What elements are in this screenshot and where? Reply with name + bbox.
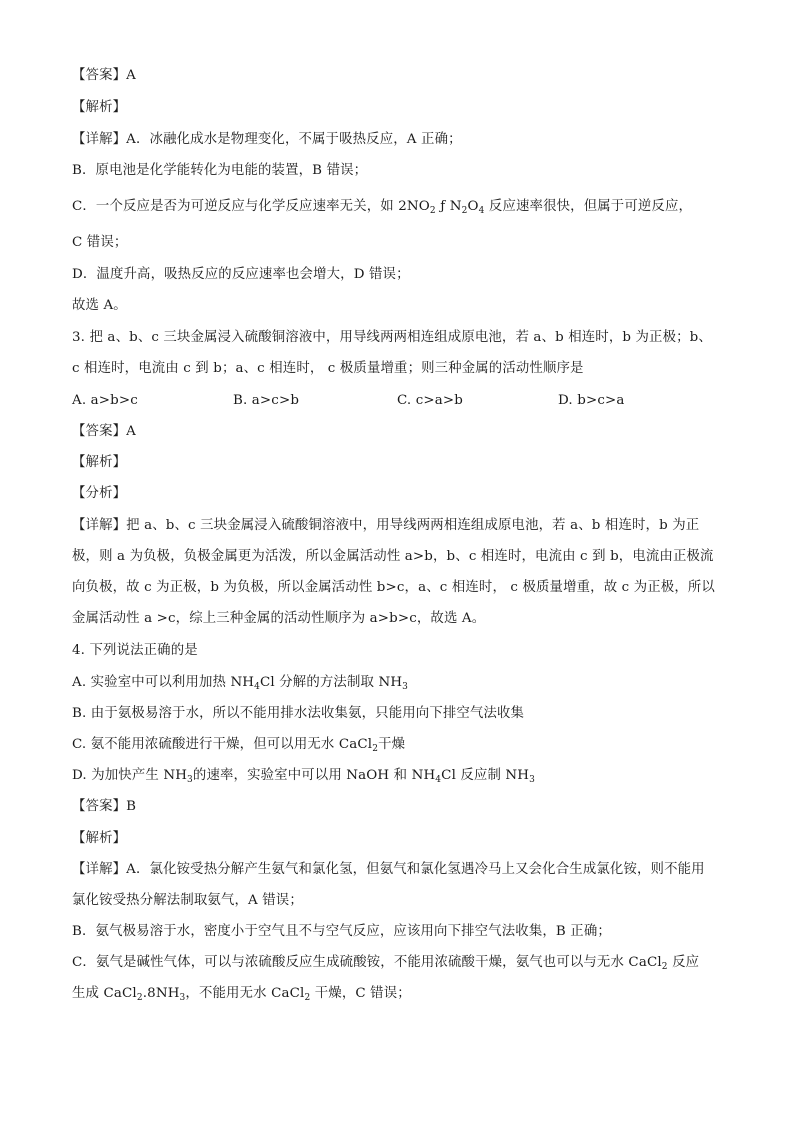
q4-detail-line-1 [72, 860, 705, 880]
q3-option-d: D. b>c>a [558, 393, 625, 408]
answer-value: A [126, 424, 136, 439]
detail-text: A．冰融化成水是物理变化，不属于吸热反应，A 正确； [126, 132, 462, 147]
detail-tag: 【详解】 [72, 132, 127, 147]
q4-option-d [72, 766, 535, 786]
text: 干燥 [378, 737, 406, 752]
answer-tag: 【答案】 [72, 799, 127, 814]
text: ƒ N [435, 199, 462, 214]
text: A. 实验室中可以利用加热 NH [72, 675, 255, 690]
q3-detail-line-1 [72, 516, 699, 536]
detail-text: A．氯化铵受热分解产生氨气和氯化氢，但氨气和氯化氢遇冷马上又会化合生成氯化铵，则不能用 [126, 862, 705, 877]
text: 生成 CaCl [72, 986, 137, 1001]
q3-option-c: C. c>a>b [397, 393, 463, 408]
text: C．一个反应是否为可逆反应与化学反应速率无关，如 2NO [72, 199, 430, 214]
q2-detail-line-1 [72, 130, 462, 150]
q4-stem: 4. 下列说法正确的是 [72, 643, 198, 658]
subscript: 3 [402, 682, 409, 692]
answer-tag: 【答案】 [72, 68, 127, 83]
q4-option-a [72, 673, 408, 693]
q3-detail-line-4: 金属活动性 a >c，综上三种金属的活动性顺序为 a>b>c，故选 A。 [72, 611, 486, 626]
q4-detail-line-3: B．氨气极易溶于水，密度小于空气且不与空气反应，应该用向下排空气法收集，B 正确； [72, 924, 611, 939]
text: 反应 [667, 955, 700, 970]
text: 干燥，C 错误； [310, 986, 411, 1001]
q3-detail-line-2: 极，则 a 为负极，负极金属更为活泼，所以金属活动性 a>b，b、c 相连时，电流由 c 到 b，电流由正极流 [72, 549, 714, 564]
subscript: 2 [372, 744, 379, 754]
text: C. 氨不能用浓硫酸进行干燥，但可以用无水 CaCl [72, 737, 373, 752]
text: Cl 分解的方法制取 NH [260, 675, 403, 690]
detail-text: 把 a、b、c 三块金属浸入硫酸铜溶液中，用导线两两相连组成原电池，若 a、b 相连时，b 为正 [126, 518, 700, 533]
subscript: 2 [461, 206, 468, 216]
answer-tag: 【答案】 [72, 424, 127, 439]
subscript: 4 [478, 206, 485, 216]
q4-option-c [72, 735, 405, 755]
answer-value: B [126, 799, 137, 814]
q4-analysis-tag: 【解析】 [72, 831, 127, 846]
q4-answer [72, 797, 136, 817]
q4-detail-line-2: 氯化铵受热分解法制取氨气，A 错误； [72, 893, 303, 908]
text: 的速率，实验室中可以用 NaOH 和 NH [192, 768, 436, 783]
subscript: 4 [254, 682, 261, 692]
q2-detail-line-5: D．温度升高，吸热反应的反应速率也会增大，D 错误； [72, 267, 410, 282]
text: 反应速率很快，但属于可逆反应， [484, 199, 693, 214]
q4-detail-line-4 [72, 953, 699, 973]
subscript: 3 [529, 775, 536, 785]
detail-tag: 【详解】 [72, 518, 127, 533]
q3-option-b: B. a>c>b [233, 393, 300, 408]
subscript: 2 [429, 206, 436, 216]
q2-answer [72, 66, 136, 86]
text: Cl 反应制 NH [441, 768, 530, 783]
q3-stem-1: 3. 把 a、b、c 三块金属浸入硫酸铜溶液中，用导线两两相连组成原电池，若 a、b 相连时，b 为正极；b、 [72, 330, 712, 345]
q3-detail-line-3: 向负极，故 c 为正极，b 为负极，所以金属活动性 b>c，a、c 相连时， c 极质量增重，故 c 为正极，所以 [72, 580, 715, 595]
subscript: 4 [435, 775, 442, 785]
q2-detail-line-6: 故选 A。 [72, 298, 127, 313]
q3-analysis-tag: 【解析】 [72, 455, 127, 470]
answer-value: A [126, 68, 136, 83]
text: O [467, 199, 479, 214]
q3-options [72, 391, 722, 411]
text: .8NH [142, 986, 180, 1001]
subscript: 2 [136, 993, 143, 1003]
text: C．氨气是碱性气体，可以与浓硫酸反应生成硫酸铵，不能用浓硫酸干燥，氨气也可以与无水 CaCl [72, 955, 662, 970]
subscript: 3 [179, 993, 186, 1003]
q3-fenxi-tag: 【分析】 [72, 486, 127, 501]
detail-tag: 【详解】 [72, 862, 127, 877]
q3-option-a: A. a>b>c [72, 393, 138, 408]
subscript: 3 [187, 775, 193, 785]
q2-detail-line-4: C 错误； [72, 235, 128, 250]
q4-option-b: B. 由于氨极易溶于水，所以不能用排水法收集氨，只能用向下排空气法收集 [72, 706, 525, 721]
q4-detail-line-5 [72, 984, 411, 1004]
text: ，不能用无水 CaCl [185, 986, 305, 1001]
q2-detail-line-3 [72, 197, 692, 217]
q2-detail-line-2: B．原电池是化学能转化为电能的装置，B 错误； [72, 163, 368, 178]
q2-analysis-tag: 【解析】 [72, 100, 127, 115]
q3-stem-2: c 相连时，电流由 c 到 b；a、c 相连时， c 极质量增重；则三种金属的活动性顺序是 [72, 361, 584, 376]
text: D. 为加快产生 NH [72, 768, 188, 783]
subscript: 2 [304, 993, 311, 1003]
subscript: 2 [661, 962, 668, 972]
q3-answer [72, 422, 136, 442]
